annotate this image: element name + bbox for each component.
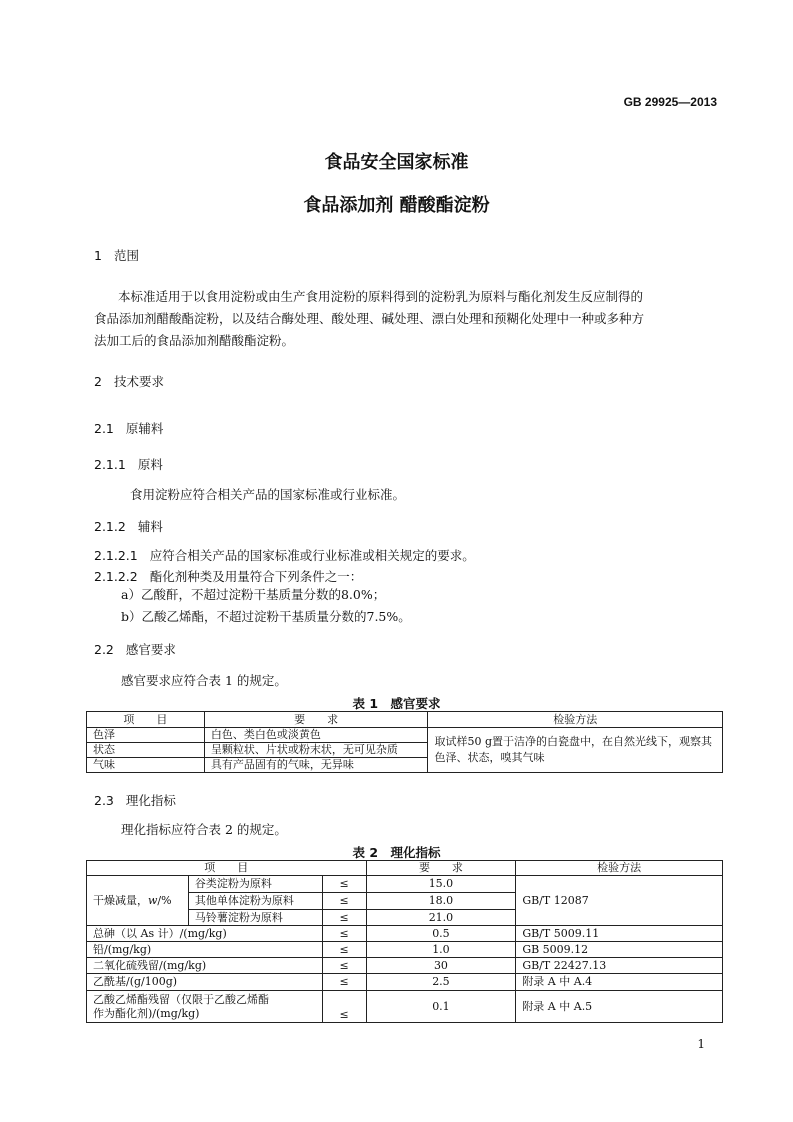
- table-cell: 附录 A 中 A.5: [516, 991, 723, 1023]
- table-cell: 马铃薯淀粉为原料: [188, 910, 322, 926]
- table-cell: GB/T 5009.11: [516, 926, 723, 942]
- esterifier-list: [121, 584, 411, 628]
- table-cell: 乙酰基/(g/100g): [87, 974, 323, 991]
- table-row: [87, 942, 723, 958]
- table-header: 要 求: [204, 712, 428, 728]
- table-2-caption: 表 2 理化指标: [352, 845, 441, 860]
- section-number: 2.1.1: [94, 457, 126, 472]
- clause-text: 应符合相关产品的国家标准或行业标准或相关规定的要求。: [149, 548, 475, 563]
- table-cell: 其他单体淀粉为原料: [188, 893, 322, 910]
- section-2-1-heading: [94, 419, 163, 437]
- section-number: 2: [94, 374, 102, 389]
- clause-2-1-2-1: [94, 546, 475, 564]
- table-cell: ≤: [322, 893, 366, 910]
- table-header: 项 目: [87, 861, 367, 876]
- table-cell: ≤: [322, 876, 366, 893]
- table-cell: ≤: [322, 910, 366, 926]
- list-item: b）乙酸乙烯酯，不超过淀粉干基质量分数的7.5%。: [121, 609, 411, 624]
- section-title: 感官要求: [125, 642, 176, 657]
- dry-loss-symbol: w: [148, 893, 158, 907]
- table-cell: GB/T 22427.13: [516, 958, 723, 974]
- section-number: 2.2: [94, 642, 114, 657]
- section-2-2-heading: [94, 640, 176, 658]
- table-cell: 气味: [87, 758, 205, 773]
- table-row: [87, 958, 723, 974]
- table-1-caption: 表 1 感官要求: [352, 696, 441, 711]
- table-header-row: [87, 712, 723, 728]
- section-number: 2.3: [94, 793, 114, 808]
- physchem-intro: 理化指标应符合表 2 的规定。: [121, 822, 287, 837]
- section-1-heading: [94, 246, 139, 264]
- table-cell: ≤: [322, 926, 366, 942]
- table-header: 检验方法: [428, 712, 723, 728]
- clause-number: 2.1.2.2: [94, 569, 138, 584]
- section-title: 原料: [137, 457, 163, 472]
- raw-material-text: 食用淀粉应符合相关产品的国家标准或行业标准。: [130, 487, 406, 502]
- section-2-1-2-heading: [94, 517, 163, 535]
- section-title: 理化指标: [125, 793, 176, 808]
- section-2-1-1-heading: [94, 455, 163, 473]
- scope-line-3: 法加工后的食品添加剂醋酸酯淀粉。: [94, 333, 295, 348]
- table-1: [86, 711, 723, 773]
- table-cell: [87, 991, 323, 1023]
- table-cell: 总砷（以 As 计）/(mg/kg): [87, 926, 323, 942]
- dry-loss-unit: /%: [157, 893, 172, 907]
- dry-loss-text: 干燥减量，: [93, 893, 148, 907]
- table-cell: GB/T 12087: [516, 876, 723, 926]
- table-2: [86, 860, 723, 1023]
- section-2-heading: [94, 372, 164, 390]
- table-cell: 具有产品固有的气味，无异味: [204, 758, 428, 773]
- table-row: [87, 876, 723, 893]
- method-cell: 取试样50 g置于洁净的白瓷盘中，在自然光线下，观察其色泽、状态，嗅其气味: [428, 728, 723, 773]
- table-row: [87, 926, 723, 942]
- table-cell: ≤: [322, 958, 366, 974]
- table-cell: 15.0: [366, 876, 516, 893]
- scope-paragraph: [94, 286, 714, 352]
- clause-number: 2.1.2.1: [94, 548, 138, 563]
- table-row: [87, 991, 723, 1023]
- table-cell: 0.1: [366, 991, 516, 1023]
- section-number: 1: [94, 248, 102, 263]
- table-cell: 0.5: [366, 926, 516, 942]
- table-cell: 白色、类白色或淡黄色: [204, 728, 428, 743]
- table-header-row: [87, 861, 723, 876]
- table-cell: 铅/(mg/kg): [87, 942, 323, 958]
- section-title: 辅料: [137, 519, 163, 534]
- page-number: 1: [697, 1037, 705, 1051]
- section-number: 2.1.2: [94, 519, 126, 534]
- section-number: 2.1: [94, 421, 114, 436]
- section-title: 原辅料: [125, 421, 164, 436]
- section-2-3-heading: [94, 791, 176, 809]
- dry-loss-label: [87, 876, 189, 926]
- table-cell: 2.5: [366, 974, 516, 991]
- table-cell: ≤: [322, 974, 366, 991]
- item-line: 乙酸乙烯酯残留（仅限于乙酸乙烯酯: [93, 992, 269, 1006]
- table-cell: 21.0: [366, 910, 516, 926]
- clause-2-1-2-2: [94, 567, 362, 585]
- table-cell: ≤: [322, 942, 366, 958]
- document-title: 食品安全国家标准: [324, 152, 469, 173]
- table-cell: 二氧化硫残留/(mg/kg): [87, 958, 323, 974]
- table-cell: 呈颗粒状、片状或粉末状，无可见杂质: [204, 743, 428, 758]
- section-title: 技术要求: [113, 374, 164, 389]
- table-cell: 状态: [87, 743, 205, 758]
- table-cell: ≤: [322, 991, 366, 1023]
- table-header: 检验方法: [516, 861, 723, 876]
- table-cell: 谷类淀粉为原料: [188, 876, 322, 893]
- table-row: [87, 974, 723, 991]
- table-header: 项 目: [87, 712, 205, 728]
- table-cell: 色泽: [87, 728, 205, 743]
- standard-code: GB 29925—2013: [623, 95, 717, 109]
- list-item: a）乙酸酐，不超过淀粉干基质量分数的8.0%；: [121, 587, 386, 602]
- table-row: [87, 728, 723, 743]
- table-cell: GB 5009.12: [516, 942, 723, 958]
- scope-line-1: 本标准适用于以食用淀粉或由生产食用淀粉的原料得到的淀粉乳为原料与酯化剂发生反应制得的: [118, 289, 644, 304]
- sensory-intro: 感官要求应符合表 1 的规定。: [121, 673, 287, 688]
- clause-text: 酯化剂种类及用量符合下列条件之一：: [149, 569, 363, 584]
- table-cell: 附录 A 中 A.4: [516, 974, 723, 991]
- item-line: 作为酯化剂)/(mg/kg): [93, 1006, 200, 1020]
- table-cell: 18.0: [366, 893, 516, 910]
- document-subtitle: 食品添加剂 醋酸酯淀粉: [303, 195, 490, 216]
- table-header: 要 求: [366, 861, 516, 876]
- table-cell: 30: [366, 958, 516, 974]
- section-title: 范围: [113, 248, 139, 263]
- scope-line-2: 食品添加剂醋酸酯淀粉，以及结合酶处理、酸处理、碱处理、漂白处理和预糊化处理中一种或多种方: [94, 311, 645, 326]
- table-cell: 1.0: [366, 942, 516, 958]
